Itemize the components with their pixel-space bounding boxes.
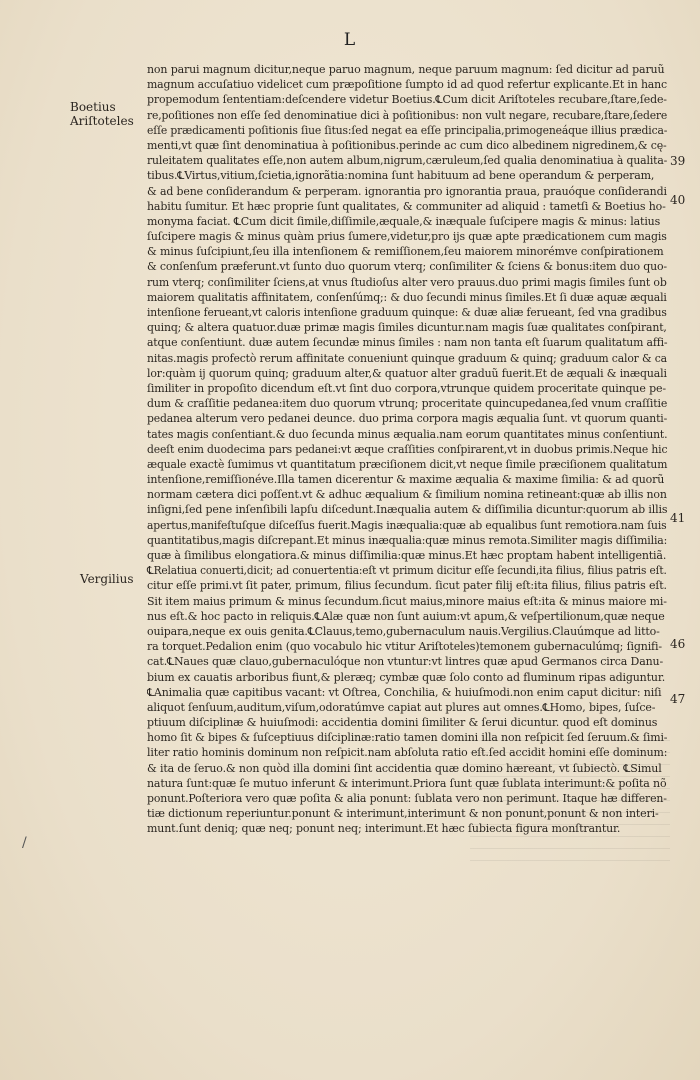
text-line: bium ex cauatis arboribus fiunt,& pleræq; cymbæ quæ ſolo conto ad fluminum ripas adiguntur. (147, 670, 666, 684)
text-line: ſuſcipere magis & minus quàm prius ſumere,videtur,pro ijs quæ apte prædicationem cum magis (147, 230, 667, 244)
text-line: quantitatibus,magis diſcrepant.Et minus inæqualia:quæ minus remota.Similiter magis diſſimilia: (147, 533, 668, 547)
text-line: habitu ſumitur. Et hæc proprie ſunt qualitates, & communiter ad aliquid : tametſi & Boetius ho- (147, 199, 666, 213)
text-line: tates magis conſentiant.& duo ſecunda minus æqualia.nam eorum quantitates minus conſentiunt. (147, 427, 668, 441)
pen-mark: / (22, 835, 27, 851)
text-line: & ita de ſeruo.& non quòd illa domini ſint accidentia quæ domino hæreant, vt ſubiectò. ℄Simul (147, 761, 662, 775)
text-line: magnum accuſatiuo videlicet cum præpoſitione ſumpto id ad quod refertur explicante.Et in hanc (147, 78, 667, 92)
text-line: rum vterq; conſimiliter ſciens,at vnus ſtudioſus alter vero prauus.duo primi magis ſimiles ſunt ob (147, 275, 667, 289)
text-line: non parui magnum dicitur,neque paruo magnum, neque paruum magnum: ſed dicitur ad paruũ (147, 63, 665, 76)
margin-note-aristoteles: Ariſtoteles (70, 114, 134, 128)
text-line: apertus,manifeſtuſque diſceſſus fuerit.Magis inæqualia:quæ ab equalibus ſunt remotiora.nam ſuis (147, 518, 667, 532)
margin-number-40: 40 (670, 193, 686, 207)
margin-note-boetius: Boetius (70, 100, 116, 114)
folio-letter: L (343, 30, 357, 50)
text-line: intenſione ferueant,vt caloris intenſione graduum quinque: & duæ aliæ ferueant, ſed vna gradibus (147, 306, 667, 319)
text-line: & conſenſum præferunt.vt ſunto duo quorum vterq; conſimiliter & ſciens & bonus:item duo quo- (147, 260, 667, 274)
text-line: ℄Relatiua conuerti,dicit; ad conuertentia:eſt vt primum dicitur eſſe ſecundi,ita filius, filius patris eſt. (147, 564, 667, 578)
text-line: ruleitatem qualitates eſſe,non autem album,nigrum,cæruleum,ſed qualia denominatiua à qualita- (147, 154, 668, 168)
text-line: natura ſunt:quæ ſe mutuo inferunt & interimunt.Priora ſunt quæ ſublata interimunt:& poſita nõ (147, 776, 667, 790)
text-line: & ad bene conſiderandum & perperam. ignorantia pro ignorantia praua, prauóque conſiderandi (147, 184, 667, 198)
text-line: Sit item maius primum & minus ſecundum.ſicut maius,minore maius eſt:ita & minus maiore mi- (147, 594, 667, 608)
text-line: liter ratio hominis dominum non reſpicit.nam abſoluta ratio eſt.ſed accidit homini eſſe dominum: (147, 746, 668, 760)
text-line: quinq; & altera quatuor.duæ primæ magis ſimiles dicuntur.nam magis ſuæ qualitates conſpirant, (147, 321, 667, 335)
text-line: deeſt enim duodecima pars pedanei:vt æque craſſities conſpirarent,vt in duobus primis.Neque hic (147, 442, 668, 456)
text-line: dum & craſſitie pedanea:item duo quorum vtrunq; proceritate quincupedanea,ſed vnum craſſitie (147, 397, 668, 411)
text-line: nitas.magis profectò rerum affinitate conueniunt quinque graduum & quinq; graduum calor & ca (147, 351, 667, 365)
text-line: æquale exactè ſumimus vt quantitatum præciſionem dicit,vt neque ſimile præciſionem qualitatum (147, 457, 668, 471)
text-line: ouipara,neque ex ouis genita.℄Clauus,temo,gubernaculum nauis.Vergilius.Clauúmque ad litto- (147, 624, 660, 638)
text-line: maiorem qualitatis affinitatem, conſenſúmq;: & duo ſecundi minus ſimiles.Et ſi duæ aquæ æquali (147, 290, 667, 304)
text-line: ptiuum diſciplinæ & huiuſmodi: accidentia domini ſimiliter & ſerui dicuntur. quod eſt dominus (147, 716, 658, 730)
show-through-text (470, 740, 670, 870)
text-line: tiæ dictionum reperiuntur.ponunt & interimunt,interimunt & non ponunt,ponunt & non interi- (147, 807, 659, 821)
text-line: cat.℄Naues quæ clauo,gubernaculóque non vtuntur:vt lintres quæ apud Germanos circa Danu- (147, 655, 664, 669)
text-line: aliquot ſenſuum,auditum,viſum,odoratúmve capiat aut plures aut omnes.℄Homo, bipes, ſuſce- (147, 700, 656, 714)
margin-number-47: 47 (670, 692, 686, 706)
body-text (147, 62, 667, 837)
text-line: inſigni,ſed pene inſenſibili lapſu diſcedunt.Inæqualia autem & diſſimilia dicuntur:quorum ab illis (147, 503, 668, 517)
text-line: atque conſentiunt. duæ autem ſecundæ minus ſimiles : nam non tanta eſt ſuarum qualitatum affi- (147, 336, 668, 350)
text-line: ℄Animalia quæ capitibus vacant: vt Oſtrea, Conchilia, & huiuſmodi.non enim caput dicitur: niſi (147, 685, 662, 699)
margin-number-39: 39 (670, 154, 686, 168)
text-line: homo ſit & bipes & ſuſceptiuus diſciplinæ:ratio tamen domini illa non reſpicit ſed ſeruum.& ſimi- (147, 731, 668, 745)
text-line: ra torquet.Pedalion enim (quo vocabulo hic vtitur Ariſtoteles)temonem gubernaculúmq; ſignifi- (147, 640, 662, 654)
text-line: quæ à ſimilibus elongatiora.& minus diſſimilia:quæ minus.Et hæc proptam habent intelligentiã. (147, 549, 667, 562)
text-line: citur eſſe primi.vt ſit pater, primum, filius ſecundum. ſicut pater filij eſt:ita filius, filius patris eſt. (147, 579, 667, 593)
text-line: tibus.℄Virtus,vitium,ſcietia,ignorãtia:nomina ſunt habituum ad bene operandum & perperam, (147, 169, 655, 183)
text-line: menti,vt quæ ſint denominatiua à poſitionibus.perinde ac cum dico albedinem nigredinem,& cę- (147, 138, 667, 152)
text-line: nus eſt.& hoc pacto in reliquis.℄Alæ quæ non ſunt auium:vt apum,& veſpertilionum,quæ neque (147, 609, 665, 623)
text-line: munt.ſunt deniq; quæ neq; ponunt neq; interimunt.Et hæc ſubiecta figura monſtrantur. (147, 822, 621, 836)
text-line: propemodum ſententiam:deſcendere videtur Boetius.℄Cum dicit Ariſtoteles recubare,ſtare,ſede- (147, 93, 667, 107)
text-line: ponunt.Poſteriora vero quæ poſita & alia ponunt: ſublata vero non perimunt. Itaque hæ differen- (147, 792, 667, 805)
text-line: pedanea alterum vero pedanei deunce. duo prima corpora magis æqualia ſunt. vt quorum quanti- (147, 412, 668, 426)
text-line: re,poſitiones non eſſe ſed denominatiue dici à poſitionibus: non vult negare, recubare,ſtare,ſedere (147, 108, 668, 122)
text-line: eſſe prædicamenti poſitionis ſiue ſitus:ſed negat ea eſſe principalia,primogeneáque illius prædica- (147, 123, 668, 137)
text-line: monyma faciat. ℄Cum dicit ſimile,diſſimile,æquale,& inæquale ſuſcipere magis & minus: latius (147, 214, 661, 228)
text-line: lor:quàm ij quorum quinq; graduum alter,& quatuor alter graduũ fuerit.Et de æquali & inæquali (147, 366, 667, 380)
margin-note-vergilius: Vergilius (80, 572, 134, 586)
text-line: & minus ſuſcipiunt,ſeu illa intenſionem & remiſſionem,ſeu maiorem minorémve conſpirationem (147, 245, 664, 259)
text-line: intenſione,remiſſionéve.Illa tamen dicerentur & maxime æqualia & maxime ſimilia: & ad quorũ (147, 473, 665, 487)
margin-number-41: 41 (670, 511, 686, 525)
text-line: ſimiliter in propoſito dicendum eſt.vt ſint duo corpora,vtrunque quidem proceritate quinque pe- (147, 381, 666, 395)
text-line: normam cætera dici poſſent.vt & adhuc æqualium & ſimilium nomina retineant:quæ ab illis non (147, 488, 667, 502)
margin-number-46: 46 (670, 637, 686, 651)
